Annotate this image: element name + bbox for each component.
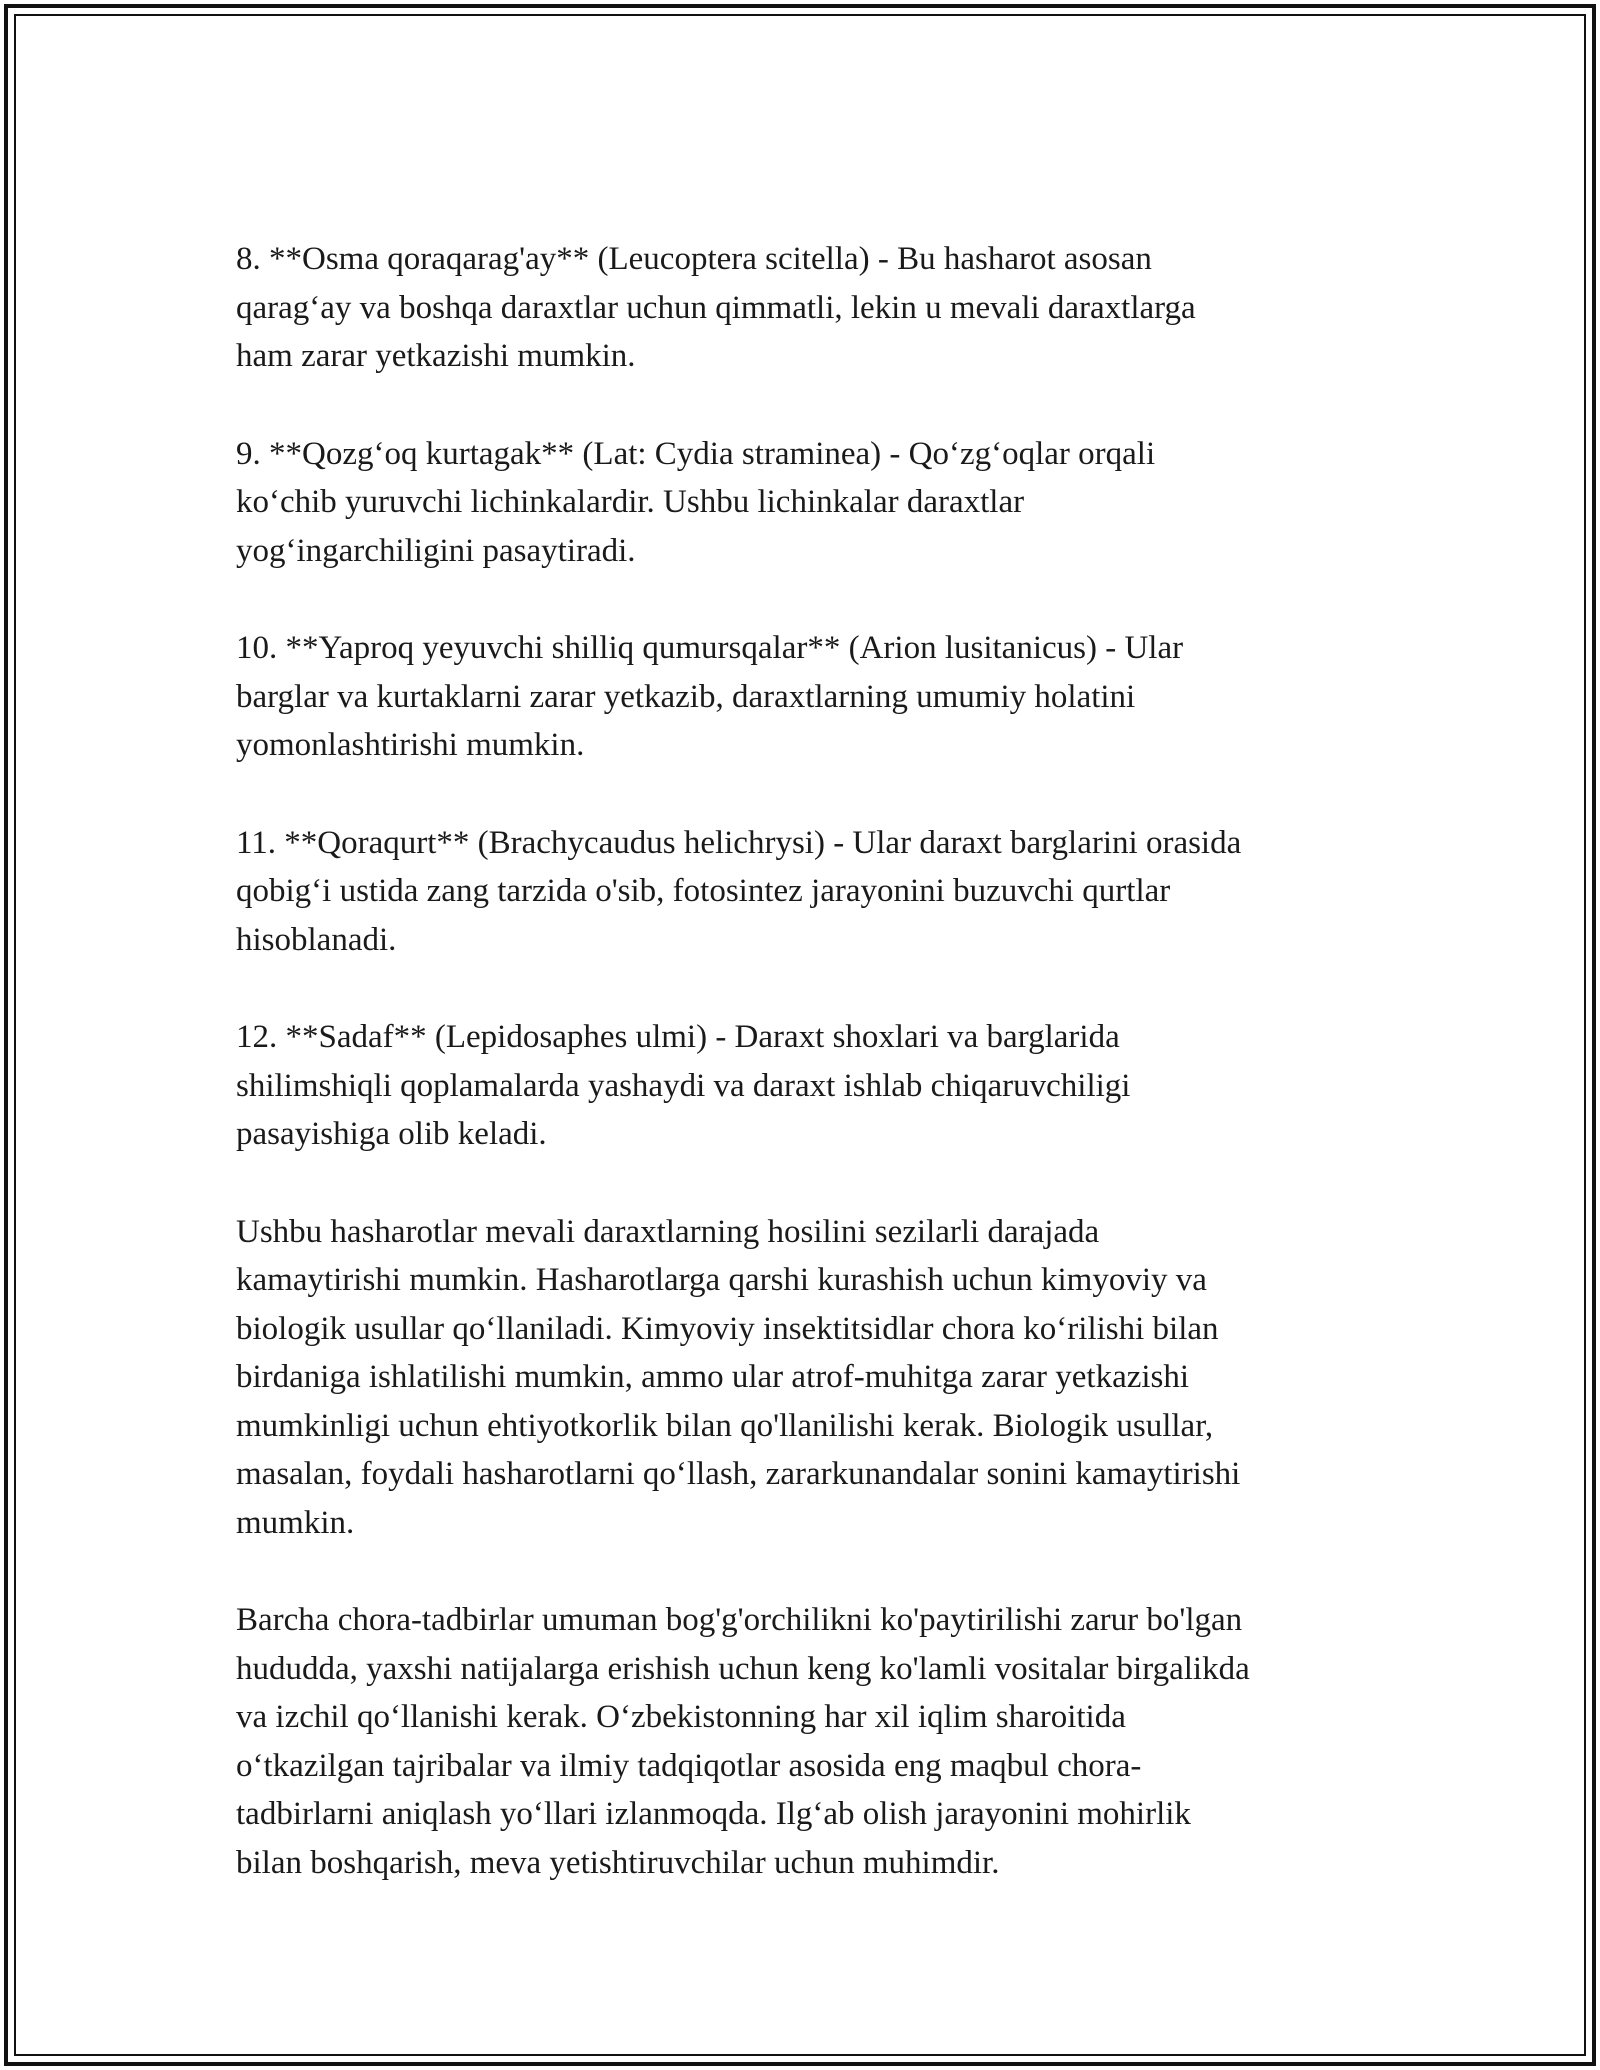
pest-item-8: 8. **Osma qoraqarag'ay** (Leucoptera scitella) - Bu hasharot asosan qarag‘ay va boshqa daraxtlar uchun qimmatli, lekin u mevali daraxtlarga ham zarar yetkazishi mumkin. xyxy=(236,241,1196,374)
pest-item-12: 12. **Sadaf** (Lepidosaphes ulmi) - Daraxt shoxlari va barglarida shilimshiqli qoplamalarda yashaydi va daraxt ishlab chiqaruvchiligi pasayishiga olib keladi. xyxy=(236,1019,1131,1152)
pest-item-9: 9. **Qozg‘oq kurtagak** (Lat: Cydia straminea) - Qo‘zg‘oqlar orqali ko‘chib yuruvchi lichinkalardir. Ushbu lichinkalar daraxtlar yog‘ingarchiligini pasaytiradi. xyxy=(236,435,1156,569)
conclusion-paragraph: Barcha chora-tadbirlar umuman bog'g'orchilikni ko'paytirilishi zarur bo'lgan hududda, yaxshi natijalarga erishish uchun keng ko'lamli vositalar birgalikda va izchil qo‘llanishi kerak. O‘zbekistonning har xil iqlim sharoitida o‘tkazilgan tajribalar va ilmiy tadqiqotlar asosida eng maqbul chora- tadbirlarni aniqlash yo‘llari izlanmoqda. Ilg‘ab olish jarayonini mohirlik bilan boshqarish, meva yetishtiruvchilar uchun muhimdir. xyxy=(236,1602,1250,1881)
pest-item-10: 10. **Yaproq yeyuvchi shilliq qumursqalar** (Arion lusitanicus) - Ular barglar va kurtaklarni zarar yetkazib, daraxtlarning umumiy holatini yomonlashtirishi mumkin. xyxy=(236,630,1184,763)
pest-item-11: 11. **Qoraqurt** (Brachycaudus helichrysi) - Ular daraxt barglarini orasida qobig‘i ustida zang tarzida o'sib, fotosintez jarayonini buzuvchi qurtlar hisoblanadi. xyxy=(236,824,1242,958)
summary-paragraph: Ushbu hasharotlar mevali daraxtlarning hosilini sezilarli darajada kamaytirishi mumkin. Hasharotlarga qarshi kurashish uchun kimyoviy va biologik usullar qo‘llaniladi. Kimyoviy insektitsidlar chora ko‘rilishi bilan birdaniga ishlatilishi mumkin, ammo ular atrof-muhitga zarar yetkazishi mumkinligi uchun ehtiyotkorlik bilan qo'llanilishi kerak. Biologik usullar, masalan, foydali hasharotlarni qo‘llash, zararkunandalar sonini kamaytirishi mumkin. xyxy=(236,1213,1241,1541)
document-body xyxy=(236,235,1376,1936)
